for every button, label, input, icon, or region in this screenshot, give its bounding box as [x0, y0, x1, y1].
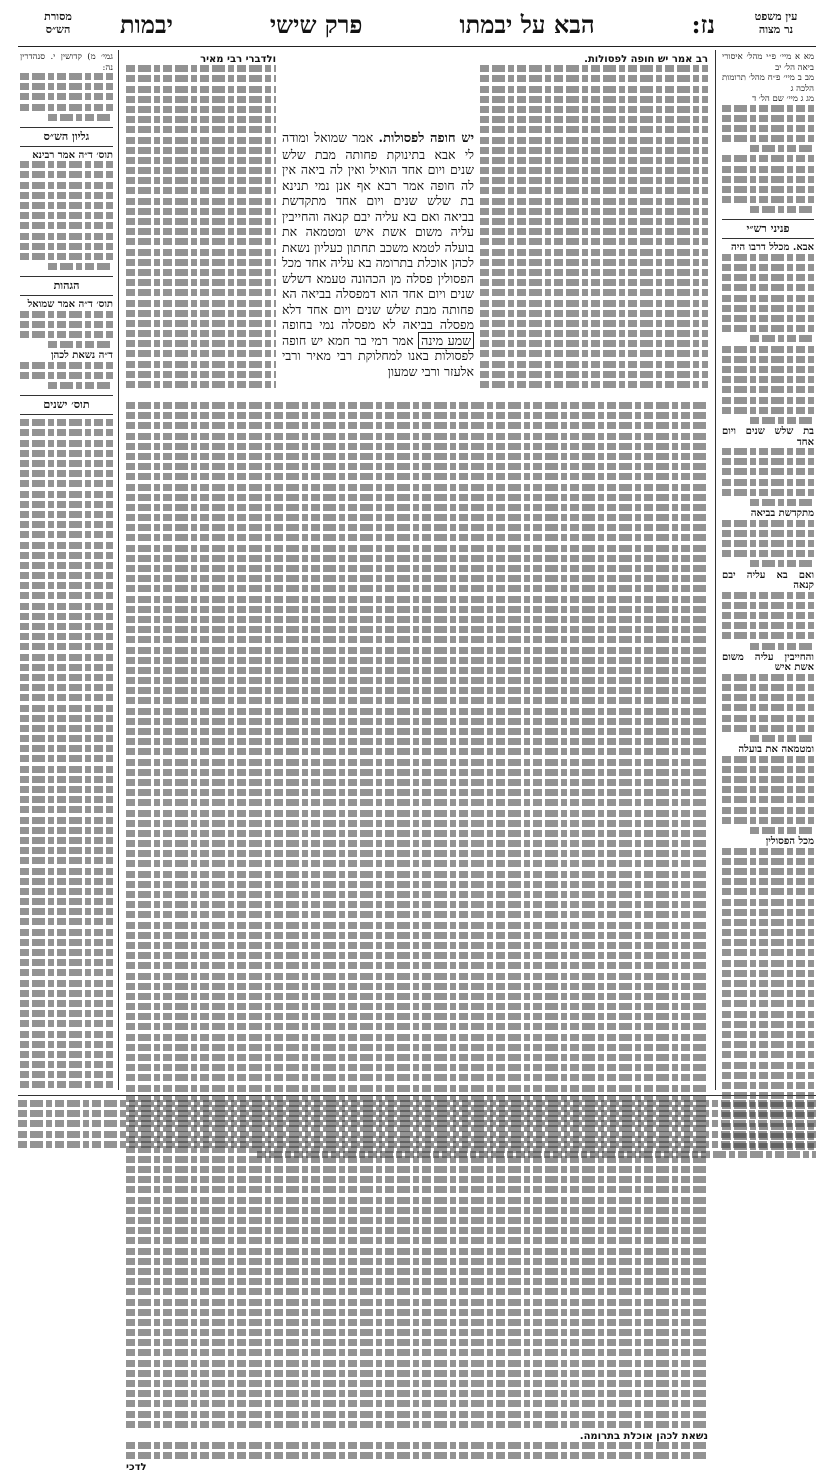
page-catchword: לדכי [126, 1461, 147, 1473]
page-title [120, 8, 715, 42]
gemara-tail: אמר רמי בר חמא יש חופה לפסולות באנו למחלוקת רבי מאיר ורבי אלעזר ורבי שמעון [282, 332, 474, 379]
rashi-lead: רב אמר יש חופה לפסולות. [584, 54, 708, 65]
rashi-gloss-lead: מכל הפסולין [765, 836, 814, 848]
hagahot-heading: הגהות [20, 276, 113, 296]
rashi-gloss-lead: ומטמאה את בועלה [738, 744, 814, 756]
right-margin-divider [715, 50, 716, 1090]
chapter-name: הבא על יבמתו [459, 10, 595, 39]
rashi-gloss-lead: ואם בא עליה יבם קנאה [722, 569, 814, 592]
tosafot-lead: ולדברי רבי מאיר [200, 54, 276, 65]
commentary-continuation [126, 402, 708, 1473]
page-header [18, 8, 816, 42]
gilyon-hashas-heading: גליון הש״ס [20, 127, 113, 147]
peninei-rashi-heading: פניני רש״י [722, 219, 814, 239]
gemara-main-text [282, 130, 474, 400]
rashi-gloss-lead: אבא. מכלל דרבו היה [731, 242, 814, 254]
ein-mishpat-title: עין משפט נר מצוה [754, 10, 798, 36]
perek-number: פרק שישי [269, 10, 363, 39]
gemara-lead: יש חופה לפסולות. [378, 131, 475, 146]
header-rule [18, 46, 816, 47]
page-number: נז: [691, 10, 715, 39]
hagahot-entry-lead: תוס׳ ד״ה אמר שמואל [27, 299, 113, 311]
ein-mishpat-entry: מב ב מיי׳ פ״ח מהל׳ תרומות הלכה ג [722, 73, 814, 94]
ein-mishpat-entry: מג ג מיי׳ שם הל׳ ד [752, 94, 814, 104]
masoret-hashas-title: מסורת הש״ס [44, 10, 72, 36]
rashi-gloss-lead: מתקדשת בביאה [750, 508, 814, 520]
rashi-column [480, 54, 708, 394]
gilyon-entry-lead: תוס׳ ד״ה אמר רבינא [32, 149, 113, 161]
rashi-gloss-lead: והחייבין עליה משום אשת איש [722, 651, 814, 674]
tosafot-column [126, 54, 276, 394]
rashi-gloss-lead: בת שלש שנים ויום אחד [722, 426, 814, 448]
gemara-body: אמר שמואל ומודה לי אבא בתינוקת פחותה מבת שלש שנים ויום אחד הואיל ואין לה ביאה אין לה חופה אמר רבא אף אנן נמי תנינא בת שלש שנים ויום אחד מתקדשת בביאה ואם בא עליה יבם קנאה והחייבין עליה משום אשת איש ומטמאה את בועלה לטמא משכב תחתון כעליון נשאת לכהן אוכלת בתרומה בא עליה אחד מכל הפסולין פסלה מן הכהונה טעמא דשלש שנים ויום אחד הוא דמפסלה בביאה הא פחותה מבת שלש שנים ויום אחד דלא מפסלה בביאה לא מפסלה נמי בחופה [282, 130, 474, 332]
footnote-rule [18, 1095, 816, 1096]
left-margin-divider [118, 50, 119, 1090]
commentary-bottom-lead: נשאת לכהן אוכלת בתרומה. [579, 1430, 708, 1442]
masoret-entry: גמי׳ מ) קדושין י. סנהדרין נה: [20, 52, 113, 73]
left-margin-column [20, 52, 113, 1087]
tosafot-yeshanim-heading: תוס׳ ישנים [20, 395, 113, 415]
footnotes-block [18, 1100, 816, 1166]
gemara-highlight: שמע מינה [418, 332, 474, 349]
right-margin-column [722, 52, 814, 1087]
tractate-name: יבמות [120, 10, 173, 39]
ein-mishpat-entry: מא א מיי׳ פ״י מהל׳ איסורי ביאה הל׳ יב [722, 52, 814, 73]
hagahot-entry-lead: ד״ה נשאת לכהן [50, 350, 113, 362]
